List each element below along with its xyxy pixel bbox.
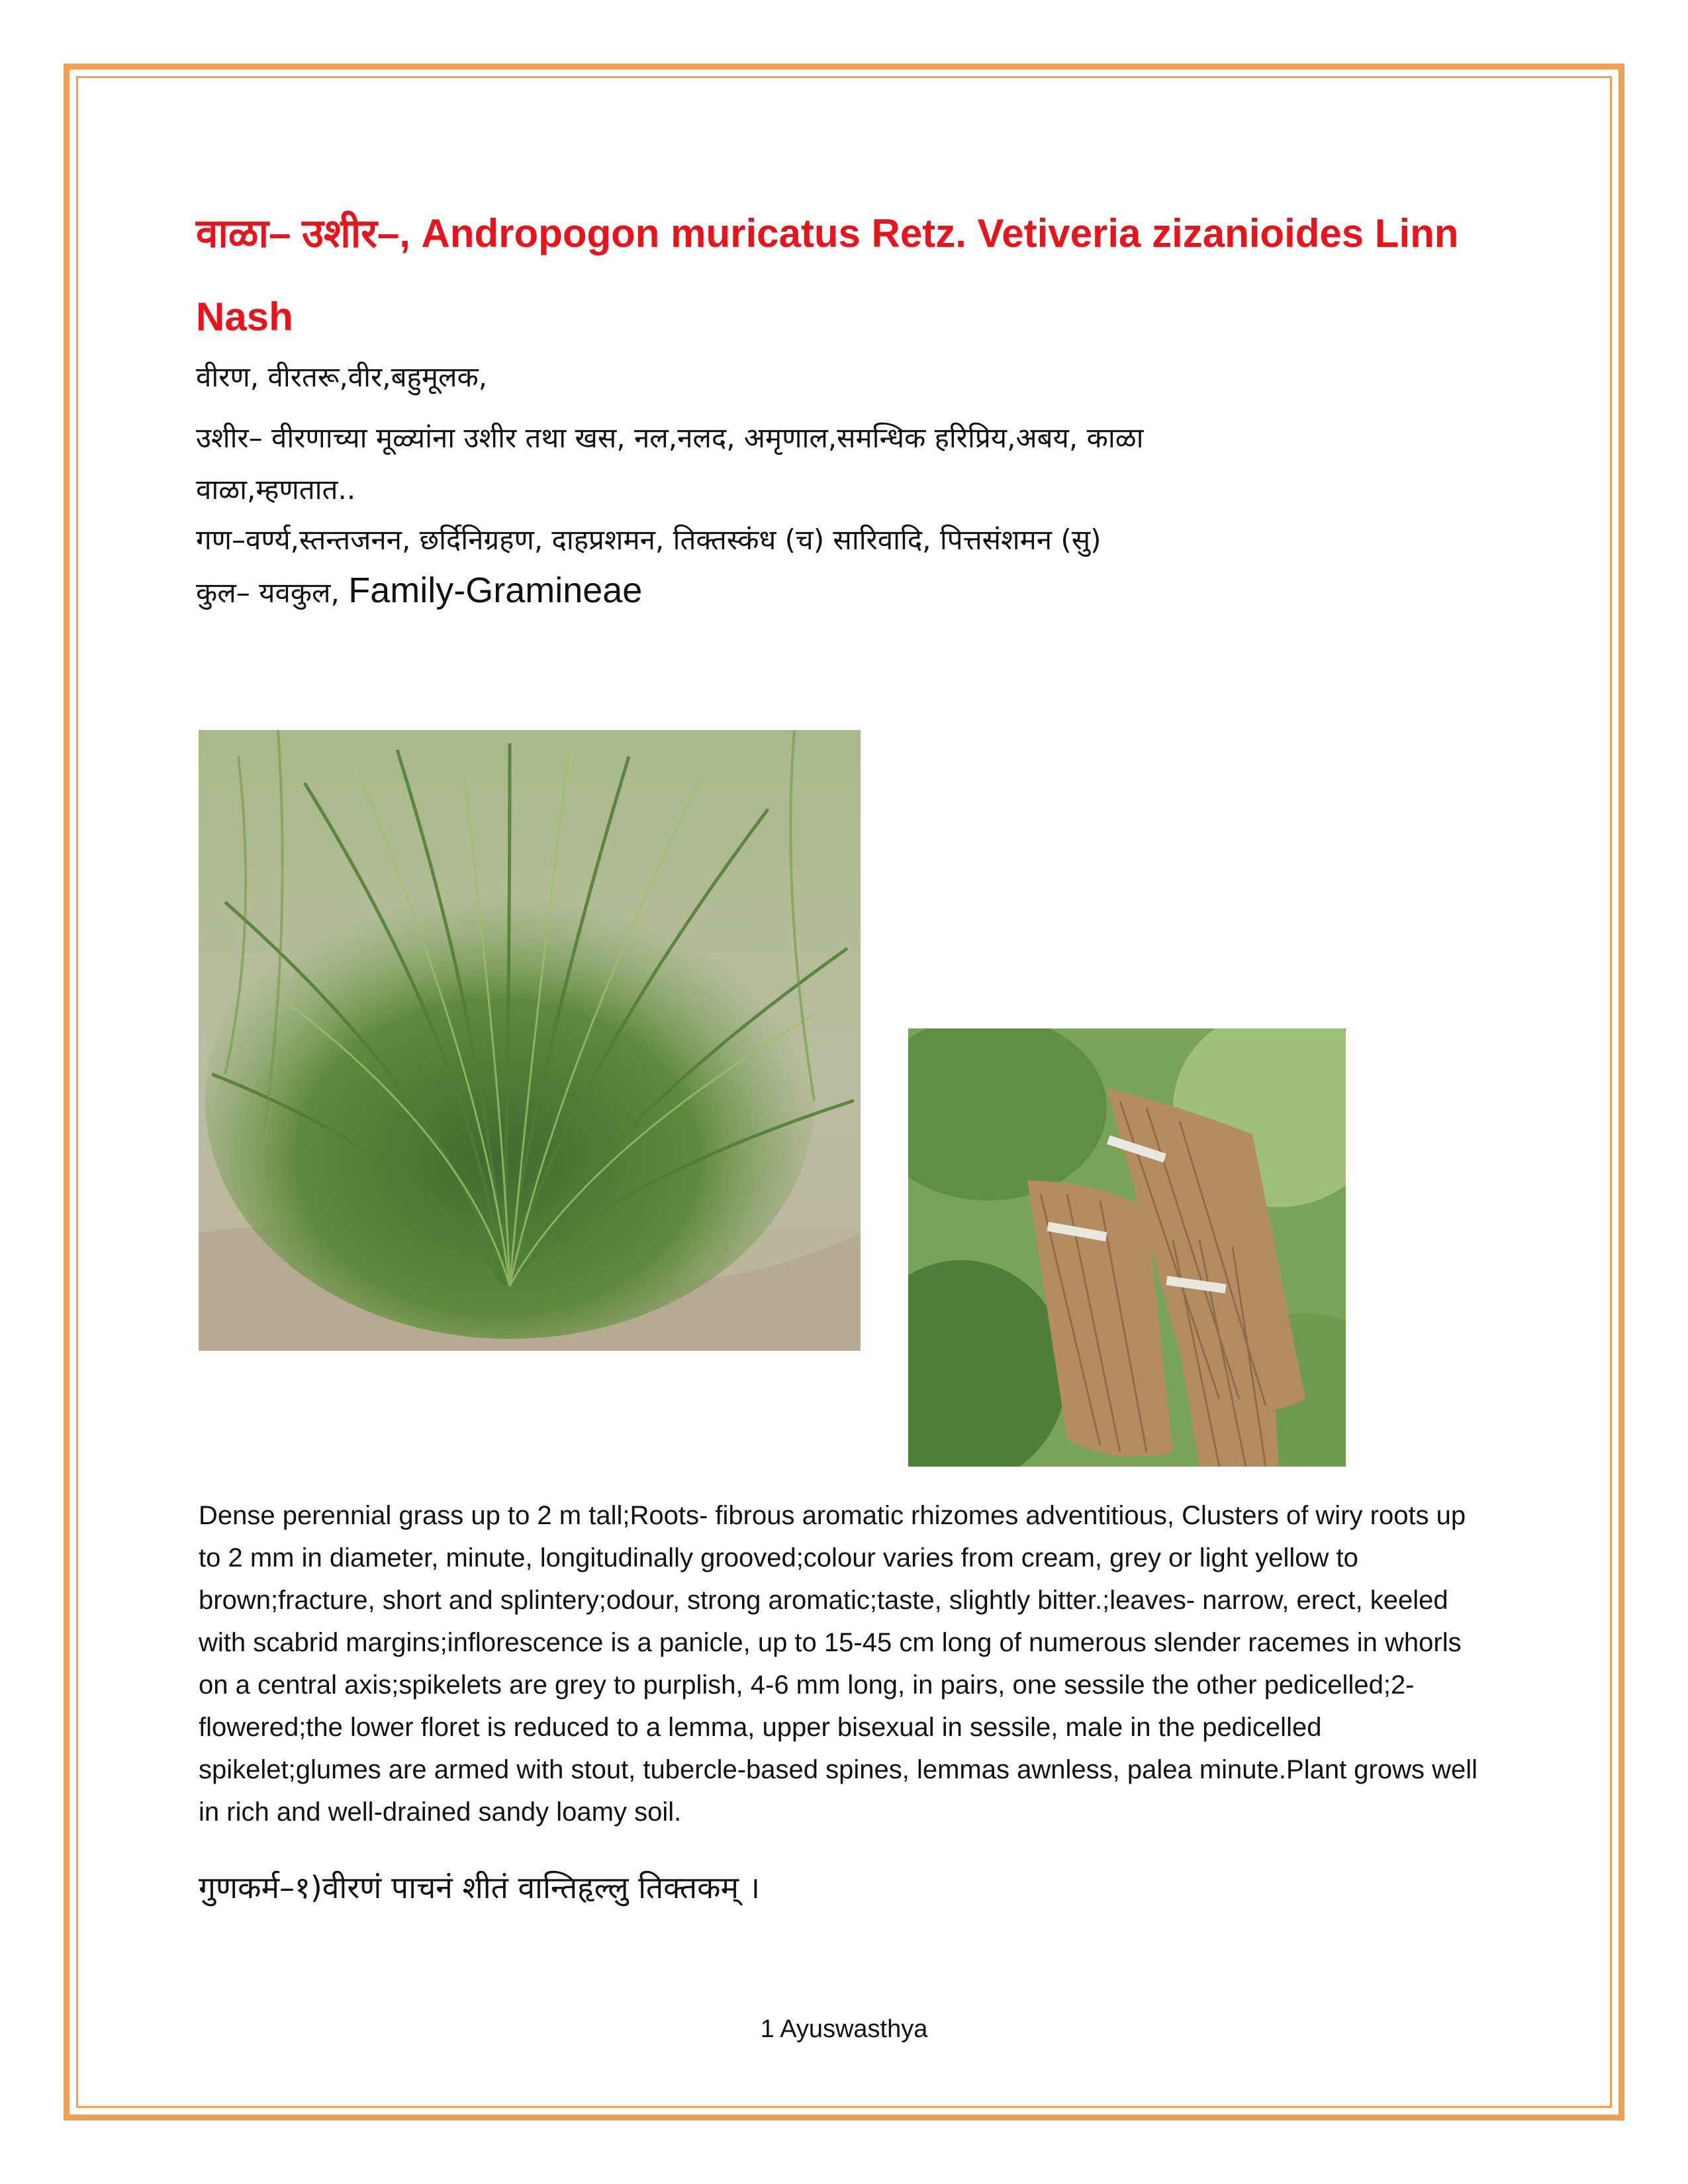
description-paragraph: Dense perennial grass up to 2 m tall;Roots- fibrous aromatic rhizomes adventitious, Clusters of wiry roots up to 2 mm in diameter, minute, longitudinally grooved;colour varies from cream, grey or light yellow to brown;fracture, short and splintery;odour, strong aromatic;taste, slightly bitter.;leaves- narrow, erect, keeled with scabrid margins;inflorescence is a panicle, up to 15-45 cm long of numerous slender racemes in whorls on a central axis;spikelets are grey to purplish, 4-6 mm long, in pairs, one sessile the other pedicelled;2-flowered;the lower floret is reduced to a lemma, upper bisexual in sessile, male in the pedicelled spikelet;glumes are armed with stout, tubercle-based spines, lemmas awnless, palea minute.Plant grows well in rich and well-drained sandy loamy soil. — [199, 1501, 1478, 1827]
kul-line — [196, 570, 642, 613]
page-title: वाळा– उशीर–, Andropogon muricatus Retz. Vetiveria zizanioides Linn Nash — [196, 211, 1459, 339]
vetiver-roots-photo — [908, 1028, 1346, 1467]
ushir-line-2: वाळा,म्हणतात.. — [196, 473, 356, 506]
family-name: Family-Gramineae — [348, 570, 643, 610]
gunakarma-line: गुणकर्म–१)वीरणं पाचनं शीतं वान्तिहृल्लु तिक्तकम् । — [199, 1870, 761, 1905]
kul-label: कुल– यवकुल, — [196, 576, 349, 609]
vetiver-grass-photo — [199, 730, 861, 1351]
ushir-line-1: उशीर– वीरणाच्या मूळ्यांना उशीर तथा खस, नल,नलद, अमृणाल,समन्धिक हरिप्रिय,अबय, काळा — [196, 422, 1144, 454]
synonyms-line: वीरण, वीरतरू,वीर,बहुमूलक, — [196, 361, 488, 393]
gana-line: गण–वर्ण्य,स्तन्तजनन, छर्दिनिग्रहण, दाहप्रशमन, तिक्तस्कंध (च) सारिवादि, पित्तसंशमन (सु) — [196, 523, 1102, 556]
page-footer: 1 Ayuswasthya — [760, 2015, 928, 2043]
